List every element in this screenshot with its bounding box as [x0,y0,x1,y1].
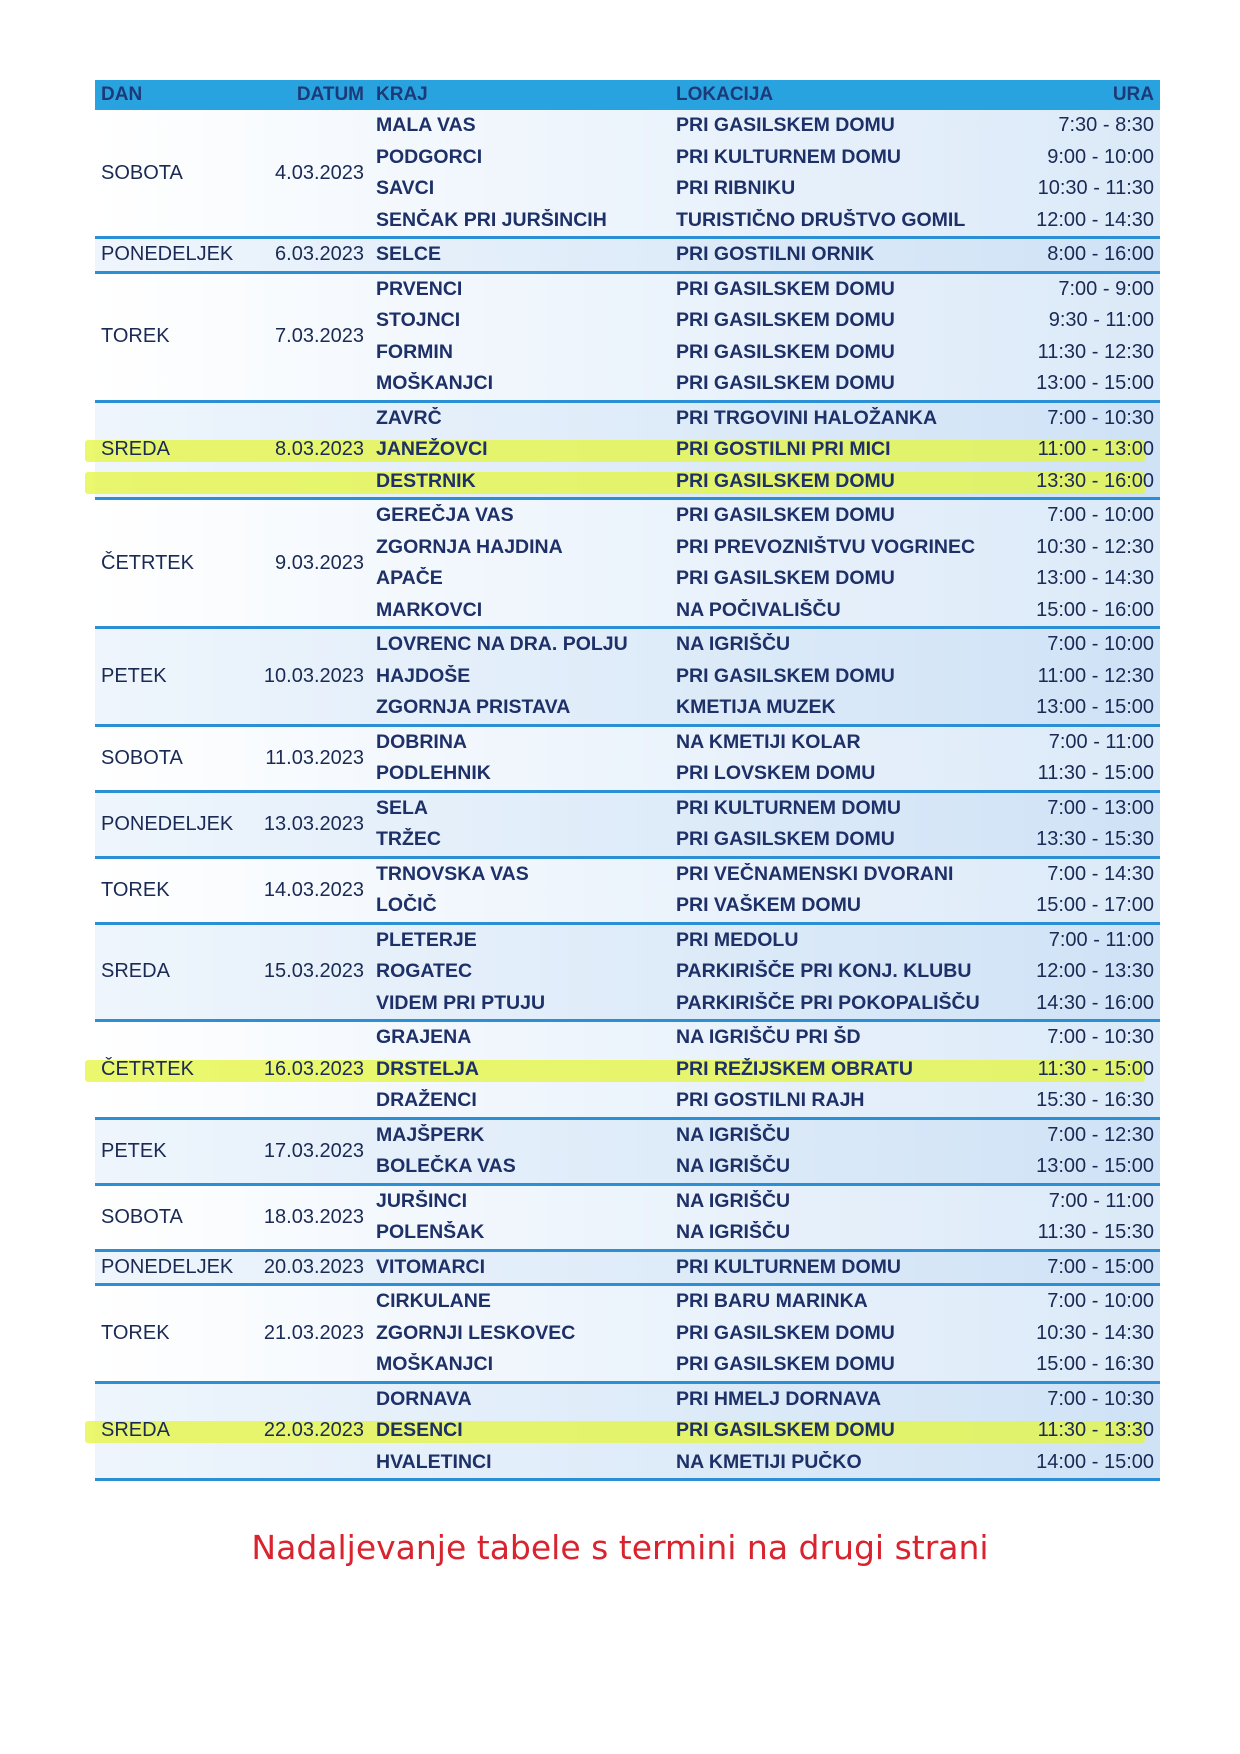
table-row [370,793,1160,825]
ura-cell: 7:00 - 10:30 [1047,1026,1154,1049]
lokacija-cell: PRI GASILSKEM DOMU [676,340,895,363]
day-cell: PONEDELJEK [101,1255,234,1278]
kraj-cell: JANEŽOVCI [376,438,488,461]
lokacija-cell: PRI GASILSKEM DOMU [676,664,895,687]
lokacija-cell: NA POČIVALIŠČU [676,598,841,621]
lokacija-cell: PRI GASILSKEM DOMU [676,277,895,300]
kraj-cell: APAČE [376,567,443,590]
ura-cell: 12:00 - 13:30 [1036,960,1154,983]
date-cell: 18.03.2023 [263,1205,364,1228]
kraj-cell: FORMIN [376,340,453,363]
table-row [370,532,1160,564]
table-row [370,758,1160,790]
kraj-cell: HVALETINCI [376,1450,492,1473]
date-cell: 17.03.2023 [263,1139,364,1162]
kraj-cell: GEREČJA VAS [376,504,514,527]
day-group [95,110,1160,239]
lokacija-cell: NA IGRIŠČU [676,633,791,656]
lokacija-cell: NA KMETIJI PUČKO [676,1450,862,1473]
day-group [95,239,1160,274]
table-row [370,692,1160,724]
table-row [370,824,1160,856]
kraj-cell: MOŠKANJCI [376,1353,494,1376]
header-datum: DATUM [296,84,364,105]
lokacija-cell: PRI RIBNIKU [676,177,796,200]
lokacija-cell: NA IGRIŠČU [676,1155,791,1178]
lokacija-cell: PRI GASILSKEM DOMU [676,1419,895,1442]
kraj-cell: GRAJENA [376,1026,472,1049]
ura-cell: 9:30 - 11:00 [1048,309,1154,332]
day-group [95,925,1160,1023]
table-row [370,1384,1160,1416]
day-group [95,1186,1160,1252]
day-cell: PONEDELJEK [101,243,234,266]
ura-cell: 7:30 - 8:30 [1058,114,1154,137]
date-cell: 14.03.2023 [263,878,364,901]
lokacija-cell: PRI GASILSKEM DOMU [676,1321,895,1344]
lokacija-cell: PRI GASILSKEM DOMU [676,372,895,395]
date-cell: 7.03.2023 [275,325,364,347]
table-row [370,727,1160,759]
day-group [95,403,1160,501]
lokacija-cell: PRI HMELJ DORNAVA [676,1387,882,1410]
day-cell: SREDA [101,438,170,461]
lokacija-cell: NA IGRIŠČU [676,1189,791,1212]
table-row [370,205,1160,237]
kraj-cell: POLENŠAK [376,1221,485,1244]
day-group [95,500,1160,629]
table-row [370,595,1160,627]
ura-cell: 7:00 - 11:00 [1048,1189,1154,1212]
lokacija-cell: PRI GASILSKEM DOMU [676,504,895,527]
kraj-cell: ZGORNJA HAJDINA [376,535,563,558]
lokacija-cell: PRI GASILSKEM DOMU [676,567,895,590]
ura-cell: 11:00 - 12:30 [1037,664,1154,687]
kraj-cell: DRSTELJA [376,1057,479,1080]
ura-cell: 15:00 - 16:00 [1036,598,1154,621]
day-group [95,1252,1160,1287]
ura-cell: 15:00 - 17:00 [1036,894,1154,917]
kraj-cell: MARKOVCI [376,598,483,621]
date-cell: 8.03.2023 [275,438,364,461]
lokacija-cell: PARKIRIŠČE PRI KONJ. KLUBU [676,960,972,983]
date-cell: 10.03.2023 [263,664,364,687]
table-row [370,1186,1160,1218]
table-row [370,629,1160,661]
ura-cell: 11:30 - 13:30 [1037,1419,1154,1442]
kraj-cell: CIRKULANE [376,1290,491,1313]
kraj-cell: BOLEČKA VAS [376,1155,516,1178]
ura-cell: 7:00 - 11:00 [1048,928,1154,951]
day-cell: ČETRTEK [101,551,194,574]
table-row [370,1349,1160,1381]
table-row [370,1054,1160,1086]
day-group [95,1022,1160,1120]
table-header [95,80,1160,110]
lokacija-cell: PRI GASILSKEM DOMU [676,114,895,137]
ura-cell: 14:00 - 15:00 [1036,1450,1154,1473]
table-body [95,110,1160,1481]
table-row [370,173,1160,205]
lokacija-cell: PRI VAŠKEM DOMU [676,894,861,917]
day-group [95,1120,1160,1186]
kraj-cell: PODGORCI [376,145,483,168]
date-cell: 13.03.2023 [263,812,364,835]
table-row [370,239,1160,271]
day-cell: PONEDELJEK [101,812,234,835]
lokacija-cell: PRI GOSTILNI ORNIK [676,243,875,266]
day-cell: ČETRTEK [101,1057,194,1080]
kraj-cell: DORNAVA [376,1387,472,1410]
ura-cell: 7:00 - 10:30 [1047,406,1154,429]
kraj-cell: ZGORNJI LESKOVEC [376,1321,576,1344]
ura-cell: 11:30 - 12:30 [1037,340,1154,363]
date-cell: 21.03.2023 [263,1321,364,1344]
table-row [370,274,1160,306]
date-cell: 6.03.2023 [275,243,364,266]
ura-cell: 7:00 - 13:00 [1047,796,1154,819]
kraj-cell: SAVCI [376,177,435,200]
lokacija-cell: PARKIRIŠČE PRI POKOPALIŠČU [676,991,980,1014]
kraj-cell: SELCE [376,243,442,266]
table-row [370,110,1160,142]
lokacija-cell: PRI GASILSKEM DOMU [676,1353,895,1376]
table-row [370,368,1160,400]
day-group [95,274,1160,403]
ura-cell: 7:00 - 10:00 [1047,504,1154,527]
kraj-cell: SENČAK PRI JURŠINCIH [376,208,607,231]
ura-cell: 11:00 - 13:00 [1037,438,1154,461]
ura-cell: 14:30 - 16:00 [1036,991,1154,1014]
kraj-cell: HAJDOŠE [376,664,471,687]
lokacija-cell: NA IGRIŠČU [676,1123,791,1146]
date-cell: 16.03.2023 [263,1057,364,1080]
kraj-cell: PLETERJE [376,928,477,951]
ura-cell: 7:00 - 10:00 [1047,633,1154,656]
date-cell: 11.03.2023 [265,746,364,769]
table-row [370,925,1160,957]
table-row [370,661,1160,693]
ura-cell: 15:30 - 16:30 [1036,1089,1154,1112]
table-row [370,1252,1160,1284]
lokacija-cell: NA IGRIŠČU PRI ŠD [676,1026,861,1049]
day-cell: SREDA [101,1419,170,1442]
ura-cell: 13:30 - 15:30 [1036,828,1154,851]
date-cell: 4.03.2023 [275,161,364,184]
lokacija-cell: PRI PREVOZNIŠTVU VOGRINEC [676,535,976,558]
header-kraj: KRAJ [376,84,428,105]
kraj-cell: MOŠKANJCI [376,372,494,395]
ura-cell: 7:00 - 12:30 [1047,1123,1154,1146]
day-group [95,629,1160,727]
ura-cell: 13:30 - 16:00 [1036,469,1154,492]
table-row [370,434,1160,466]
lokacija-cell: KMETIJA MUZEK [676,696,836,719]
kraj-cell: LOČIČ [376,894,437,917]
lokacija-cell: PRI TRGOVINI HALOŽANKA [676,406,938,429]
ura-cell: 9:00 - 10:00 [1047,145,1154,168]
lokacija-cell: PRI LOVSKEM DOMU [676,762,876,785]
kraj-cell: VIDEM PRI PTUJU [376,991,546,1014]
table-row [370,1415,1160,1447]
ura-cell: 13:00 - 15:00 [1036,696,1154,719]
lokacija-cell: PRI KULTURNEM DOMU [676,145,901,168]
header-lokacija: LOKACIJA [676,84,774,105]
kraj-cell: PRVENCI [376,277,463,300]
lokacija-cell: PRI GASILSKEM DOMU [676,828,895,851]
table-row [370,337,1160,369]
table-row [370,956,1160,988]
kraj-cell: JURŠINCI [376,1189,468,1212]
ura-cell: 7:00 - 11:00 [1048,730,1154,753]
header-ura: URA [1112,84,1154,105]
date-cell: 20.03.2023 [263,1255,364,1278]
lokacija-cell: PRI GOSTILNI PRI MICI [676,438,891,461]
date-cell: 9.03.2023 [275,551,364,574]
lokacija-cell: PRI REŽIJSKEM OBRATU [676,1057,913,1080]
day-cell: TOREK [101,325,170,347]
day-cell: PETEK [101,1139,167,1162]
day-cell: SREDA [101,960,170,983]
lokacija-cell: PRI GASILSKEM DOMU [676,469,895,492]
ura-cell: 11:30 - 15:00 [1037,762,1154,785]
table-row [370,500,1160,532]
continuation-note: Nadaljevanje tabele s termini na drugi strani [251,1528,989,1567]
kraj-cell: STOJNCI [376,309,461,332]
table-row [370,142,1160,174]
date-cell: 15.03.2023 [263,960,364,983]
ura-cell: 8:00 - 16:00 [1047,243,1154,266]
ura-cell: 10:30 - 14:30 [1036,1321,1154,1344]
kraj-cell: SELA [376,796,429,819]
kraj-cell: LOVRENC NA DRA. POLJU [376,633,628,656]
ura-cell: 13:00 - 15:00 [1036,1155,1154,1178]
ura-cell: 7:00 - 10:00 [1047,1290,1154,1313]
ura-cell: 11:30 - 15:00 [1037,1057,1154,1080]
table-row [370,1217,1160,1249]
table-row [370,466,1160,498]
day-group [95,793,1160,859]
ura-cell: 7:00 - 10:30 [1047,1387,1154,1410]
day-cell: SOBOTA [101,1205,183,1228]
kraj-cell: DESTRNIK [376,469,476,492]
kraj-cell: DOBRINA [376,730,467,753]
header-dan: DAN [101,84,143,105]
ura-cell: 13:00 - 14:30 [1036,567,1154,590]
ura-cell: 15:00 - 16:30 [1036,1353,1154,1376]
lokacija-cell: PRI VEČNAMENSKI DVORANI [676,862,954,885]
ura-cell: 7:00 - 9:00 [1058,277,1154,300]
table-row [370,403,1160,435]
table-row [370,988,1160,1020]
lokacija-cell: TURISTIČNO DRUŠTVO GOMIL [676,208,966,231]
lokacija-cell: NA KMETIJI KOLAR [676,730,861,753]
date-cell: 22.03.2023 [263,1419,364,1442]
table-row [370,1022,1160,1054]
day-group [95,727,1160,793]
lokacija-cell: NA IGRIŠČU [676,1221,791,1244]
ura-cell: 7:00 - 14:30 [1047,862,1154,885]
lokacija-cell: PRI BARU MARINKA [676,1290,868,1313]
kraj-cell: TRNOVSKA VAS [376,862,529,885]
kraj-cell: PODLEHNIK [376,762,491,785]
kraj-cell: MAJŠPERK [376,1123,485,1146]
day-cell: SOBOTA [101,746,183,769]
table-row [370,1151,1160,1183]
kraj-cell: MALA VAS [376,114,476,137]
kraj-cell: DESENCI [376,1419,463,1442]
kraj-cell: DRAŽENCI [376,1089,477,1112]
lokacija-cell: PRI MEDOLU [676,928,799,951]
lokacija-cell: PRI KULTURNEM DOMU [676,796,901,819]
ura-cell: 10:30 - 12:30 [1036,535,1154,558]
lokacija-cell: PRI GASILSKEM DOMU [676,309,895,332]
table-row [370,890,1160,922]
kraj-cell: ZGORNJA PRISTAVA [376,696,571,719]
table-row [370,859,1160,891]
ura-cell: 7:00 - 15:00 [1047,1255,1154,1278]
day-group [95,1384,1160,1482]
kraj-cell: ROGATEC [376,960,473,983]
lokacija-cell: PRI GOSTILNI RAJH [676,1089,865,1112]
day-group [95,1286,1160,1384]
day-cell: TOREK [101,1321,170,1344]
table-row [370,1286,1160,1318]
day-cell: TOREK [101,878,170,901]
table-row [370,1318,1160,1350]
table-row [370,1447,1160,1479]
day-cell: SOBOTA [101,161,183,184]
ura-cell: 10:30 - 11:30 [1037,177,1154,200]
table-row [370,1085,1160,1117]
table-row [370,305,1160,337]
lokacija-cell: PRI KULTURNEM DOMU [676,1255,901,1278]
kraj-cell: TRŽEC [376,828,441,851]
table-row [370,1120,1160,1152]
day-cell: PETEK [101,664,167,687]
kraj-cell: ZAVRČ [376,406,442,429]
ura-cell: 13:00 - 15:00 [1036,372,1154,395]
ura-cell: 12:00 - 14:30 [1036,208,1154,231]
kraj-cell: VITOMARCI [376,1255,486,1278]
schedule-table [95,80,1160,1481]
day-group [95,859,1160,925]
table-row [370,563,1160,595]
ura-cell: 11:30 - 15:30 [1037,1221,1154,1244]
